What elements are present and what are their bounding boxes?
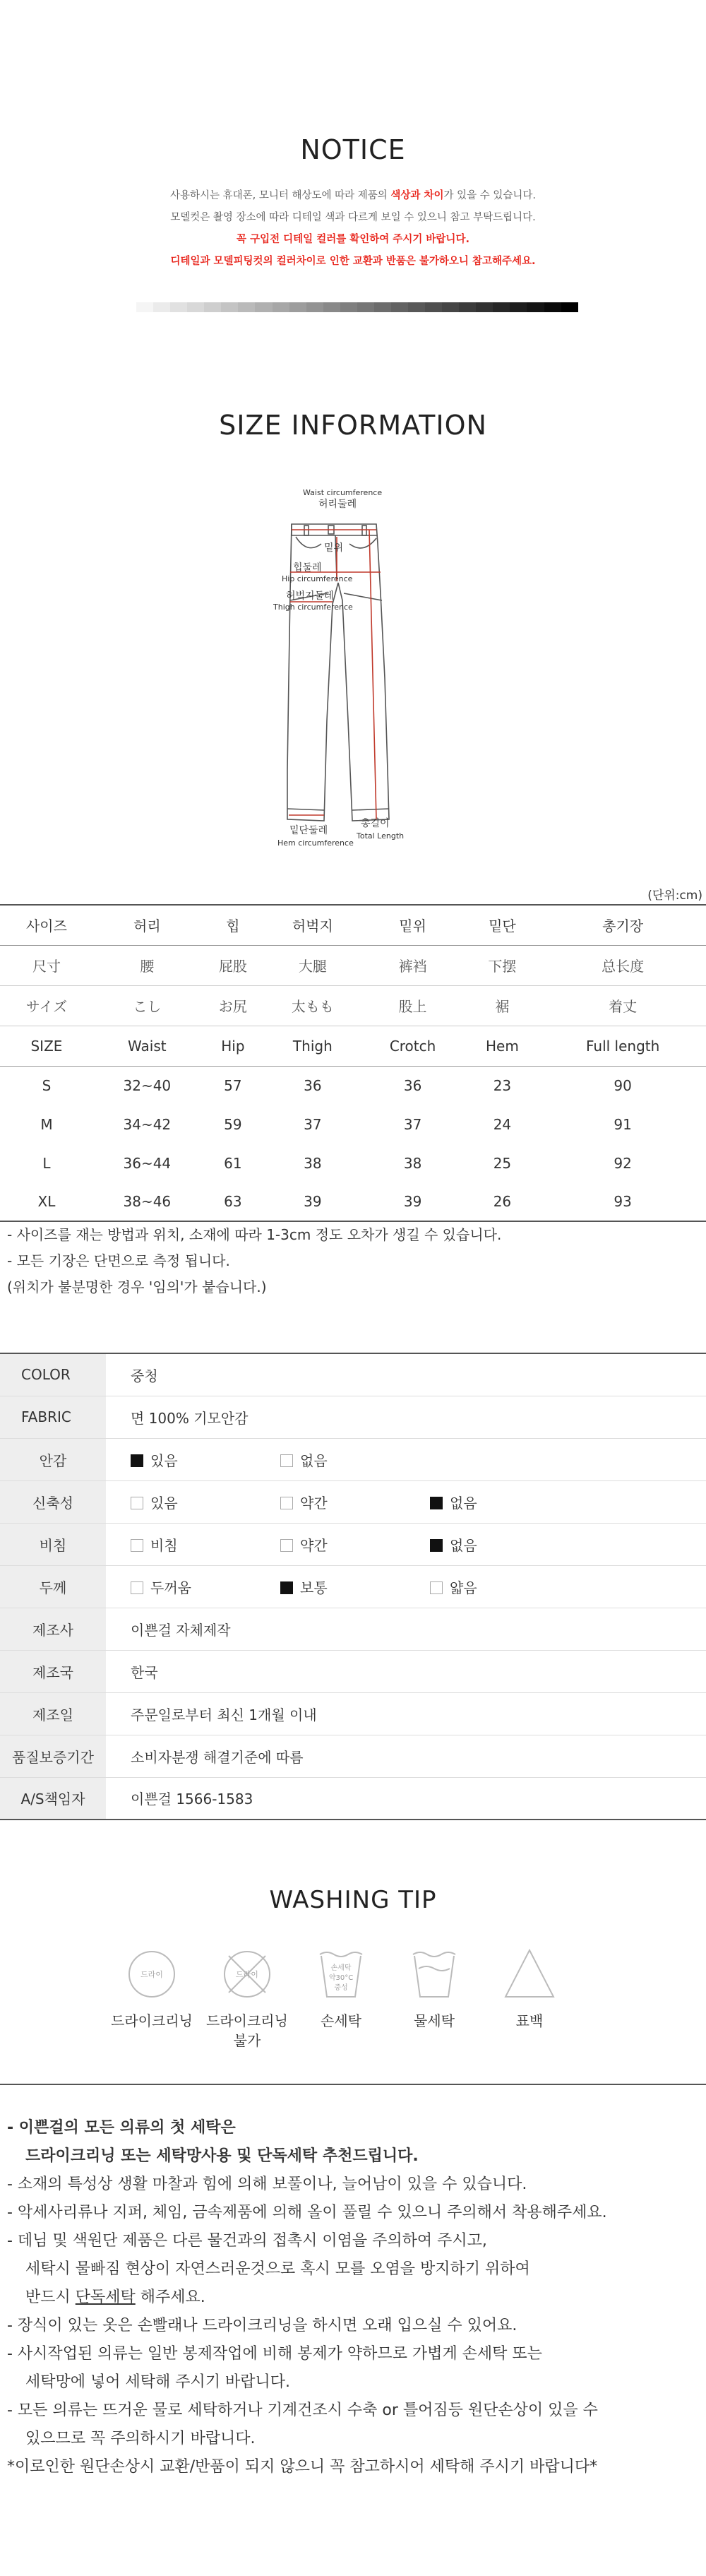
gradient-swatch [255, 302, 272, 312]
notice-text [0, 185, 706, 273]
gradient-swatch [323, 302, 340, 312]
washing-title: WASHING TIP [269, 1886, 437, 1914]
checkbox-empty-icon [131, 1497, 143, 1509]
notice-line-4: 디테일과 모델피팅컷의 컬러차이로 인한 교환과 반품은 불가하오니 참고해주세요. [170, 256, 536, 267]
water-wash-icon [406, 1946, 462, 2002]
pants-diagram [251, 487, 455, 851]
wash-item-no-dryclean: 드라이 드라이크리닝 불가 [205, 1946, 289, 2050]
notice-line-2: 모델컷은 촬영 장소에 따라 디테일 색과 다르게 보일 수 있으니 참고 부탁드립니다. [170, 212, 536, 223]
spec-row-country: 제조국 한국 [0, 1650, 706, 1692]
checkbox-checked-icon [131, 1454, 143, 1467]
checkbox-empty-icon [430, 1581, 443, 1594]
svg-text:손세탁: 손세탁 [330, 1964, 352, 1972]
gradient-swatch [442, 302, 459, 312]
thigh-label-ko: 허벅지둘레 [286, 590, 334, 602]
spec-row-fabric: FABRIC 면 100% 기모안감 [0, 1396, 706, 1438]
gradient-swatch [561, 302, 578, 312]
spec-row-color: COLOR 중청 [0, 1353, 706, 1396]
length-label-ko: 총길이 [361, 818, 390, 829]
option-sheer-yes: 비침 [131, 1534, 280, 1555]
option-thin: 얇음 [430, 1577, 580, 1597]
spec-row-date: 제조일 주문일로부터 최신 1개월 이내 [0, 1692, 706, 1735]
svg-text:드라이: 드라이 [140, 1970, 163, 1979]
hip-label-en: Hip circumference [282, 574, 353, 583]
color-gradient-bar [136, 302, 578, 312]
notice-line-1: 사용하시는 휴대폰, 모니터 해상도에 따라 제품의 색상과 차이가 있을 수 있습니다. [170, 190, 536, 201]
wash-item-dryclean: 드라이 드라이크리닝 [109, 1946, 194, 2031]
option-lining-no: 없음 [280, 1449, 430, 1470]
spec-row-stretch: 신축성 있음 약간 없음 [0, 1480, 706, 1523]
rise-label-ko: 밑위 [324, 542, 344, 554]
size-note: - 모든 기장은 단면으로 측정 됩니다. [7, 1252, 230, 1269]
no-dry-clean-icon [219, 1946, 275, 2002]
wash-item-bleach: 표백 [487, 1946, 572, 2031]
gradient-swatch [238, 302, 255, 312]
table-row: S 32~40 57 36 36 23 90 [42, 1076, 632, 1094]
wash-item-handwash: 손세탁 약30°C 중성 손세탁 [299, 1946, 383, 2031]
length-label-en: Total Length [357, 831, 405, 841]
gradient-swatch [374, 302, 391, 312]
washing-icons [109, 1946, 604, 2066]
gradient-swatch [273, 302, 289, 312]
option-sheer-none: 없음 [430, 1534, 580, 1555]
gradient-swatch [544, 302, 561, 312]
gradient-swatch [289, 302, 306, 312]
notice-title: NOTICE [300, 134, 406, 165]
gradient-swatch [153, 302, 170, 312]
washing-instructions: - 이쁜걸의 모든 의류의 첫 세탁은 드라이크리닝 또는 세탁망사용 및 단독세탁 추천드립니다. - 소재의 특성상 생활 마찰과 힘에 의해 보풀이나, 늘어남이 있을 수 있습니다. - 악세사리류나 지퍼, 체임, 금속제품에 의해 올이 풀릴 수 있으니 주의해서 착용해주세요. - 데님 및 색원단 제품은 다른 물건과의 접촉시 이염을 주의하여 주시고, 세탁시 물빠짐 현상이 자연스러운것으로 혹시 모를 오염을 방지하기 위하여 반드시 단독세탁 해주세요. - 장식이 있는 옷은 손빨래나 드라이크리닝을 하시면 오래 입으실 수 있어요. - 사시작업된 의류는 일반 봉제작업에 비해 봉제가 약하므로 가볍게 손세탁 또는 세탁망에 넣어 세탁해 주시기 바랍니다. - 모든 의류는 뜨거운 물로 세탁하거나 기계건조시 수축 or 틀어짐등 원단손상이 있을 수 있으므로 꼭 주의하시기 바랍니다. *이로인한 원단손상시 교환/반품이 되지 않으니 꼭 참고하시어 세탁해 주시기 바랍니다* [7, 2119, 607, 2476]
hem-label-en: Hem circumference [277, 838, 354, 848]
gradient-swatch [221, 302, 238, 312]
spec-row-maker: 제조사 이쁜걸 자체제작 [0, 1608, 706, 1650]
size-note: - 사이즈를 재는 방법과 위치, 소재에 따라 1-3cm 정도 오차가 생길 수 있습니다. [7, 1226, 502, 1243]
option-thick: 두꺼움 [131, 1577, 280, 1597]
bleach-icon [501, 1946, 558, 2002]
gradient-swatch [408, 302, 425, 312]
spec-table [0, 1353, 706, 1820]
gradient-swatch [493, 302, 510, 312]
checkbox-empty-icon [131, 1581, 143, 1594]
hip-label-ko: 힙둘레 [293, 562, 322, 574]
gradient-swatch [340, 302, 357, 312]
size-header-ja: サイズ こし お尻 太もも 股上 裾 着丈 [0, 985, 706, 1026]
checkbox-checked-icon [430, 1539, 443, 1552]
spec-row-warranty: 품질보증기간 소비자분쟁 해결기준에 따름 [0, 1735, 706, 1777]
size-note: (위치가 불분명한 경우 '임의'가 붙습니다.) [7, 1278, 267, 1295]
gradient-swatch [527, 302, 544, 312]
svg-text:약30°C: 약30°C [328, 1974, 354, 1982]
option-stretch-none: 없음 [430, 1492, 580, 1512]
divider [0, 2084, 706, 2085]
size-header-ko: 사이즈 허리 힙 허벅지 밑위 밑단 총기장 [0, 905, 706, 945]
checkbox-empty-icon [280, 1539, 293, 1552]
table-row: XL 38~46 63 39 39 26 93 [0, 1182, 706, 1221]
option-sheer-some: 약간 [280, 1534, 430, 1555]
checkbox-empty-icon [280, 1454, 293, 1467]
gradient-swatch [204, 302, 221, 312]
waist-label-ko: 허리둘레 [318, 499, 357, 510]
table-row: M 34~42 59 37 37 24 91 [40, 1115, 632, 1133]
spec-row-sheer: 비침 비침 약간 없음 [0, 1523, 706, 1565]
spec-row-lining: 안감 있음 없음 [0, 1438, 706, 1480]
waist-label-en: Waist circumference [303, 488, 383, 497]
gradient-swatch [306, 302, 323, 312]
hem-label-ko: 밑단둘레 [289, 825, 328, 836]
spec-row-thickness: 두께 두꺼움 보통 얇음 [0, 1565, 706, 1608]
size-table [0, 904, 706, 1222]
gradient-swatch [391, 302, 408, 312]
checkbox-empty-icon [131, 1539, 143, 1552]
size-header-en: SIZE Waist Hip Thigh Crotch Hem Full length [0, 1026, 706, 1066]
hand-wash-icon [313, 1946, 369, 2002]
gradient-swatch [476, 302, 493, 312]
size-info-title: SIZE INFORMATION [219, 410, 487, 441]
thigh-label-en: Thigh circumference [273, 603, 353, 612]
gradient-swatch [170, 302, 187, 312]
table-row: L 36~44 61 38 38 25 92 [42, 1154, 632, 1172]
notice-line-3: 꼭 구입전 디테일 컬러를 확인하여 주시기 바랍니다. [237, 234, 469, 245]
checkbox-checked-icon [430, 1497, 443, 1509]
svg-text:드라이: 드라이 [236, 1970, 258, 1979]
spec-row-as: A/S책임자 이쁜걸 1566-1583 [0, 1777, 706, 1820]
gradient-swatch [459, 302, 476, 312]
svg-text:중성: 중성 [334, 1984, 348, 1992]
gradient-swatch [357, 302, 374, 312]
gradient-swatch [510, 302, 527, 312]
size-header-zh: 尺寸 腰 屁股 大腿 裤裆 下摆 总长度 [0, 945, 706, 985]
pants-illustration [251, 487, 455, 851]
size-notes [7, 1222, 501, 1300]
gradient-swatch [187, 302, 204, 312]
gradient-swatch [136, 302, 153, 312]
option-stretch-some: 약간 [280, 1492, 430, 1512]
checkbox-empty-icon [280, 1497, 293, 1509]
option-lining-yes: 있음 [131, 1449, 280, 1470]
gradient-swatch [425, 302, 442, 312]
option-stretch-yes: 있음 [131, 1492, 280, 1512]
dry-clean-icon [124, 1946, 180, 2002]
unit-label: (단위:cm) [647, 889, 702, 903]
option-normal: 보통 [280, 1577, 430, 1597]
checkbox-checked-icon [280, 1581, 293, 1594]
wash-item-waterwash: 물세탁 [392, 1946, 477, 2031]
